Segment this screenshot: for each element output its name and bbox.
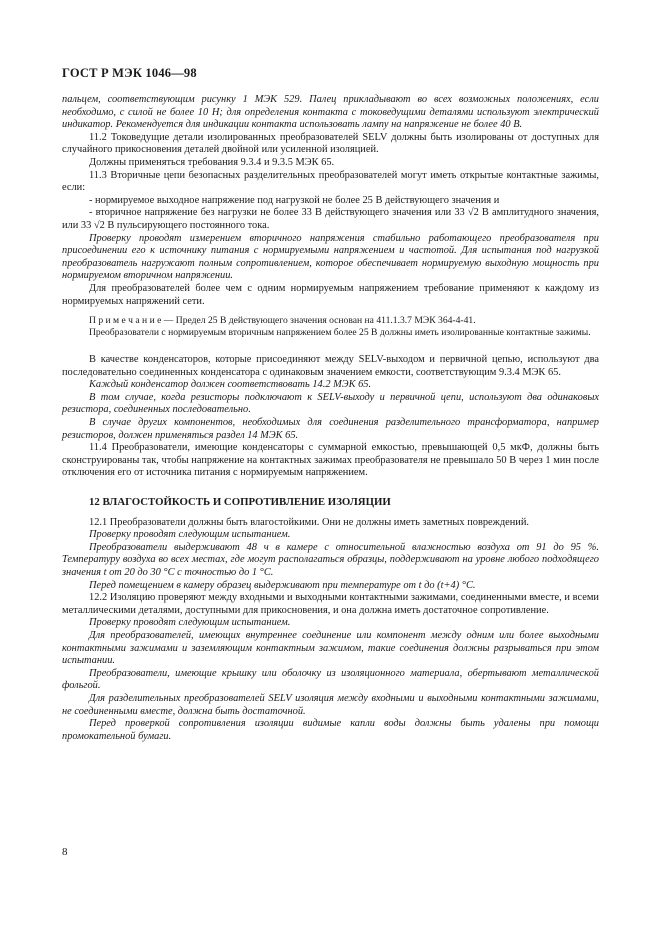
- paragraph: пальцем, соответствующим рисунку 1 МЭК 529. Палец прикладывают во всех возможных положениях, если необходимо, с силой не более 10 Н; для определения контакта с токоведущими деталями используют электрический индикатор. Рекомендуется для индикации контакта использовать лампу на напряжение не более 40 В.: [62, 94, 599, 131]
- document-header: ГОСТ Р МЭК 1046—98: [62, 66, 197, 80]
- paragraph: Проверку проводят следующим испытанием.: [89, 617, 291, 629]
- paragraph: В случае других компонентов, необходимых для соединения разделительного трансформатора, например резисторов, должен применяться раздел 14 МЭК 65.: [62, 417, 599, 441]
- paragraph: 12.2 Изоляцию проверяют между входными и выходными контактными зажимами, соединенными вместе, и всеми металлическими деталями, доступными для прикосновения, и она должна иметь достаточное сопротивление.: [62, 592, 599, 616]
- paragraph: Для преобразователей, имеющих внутреннее соединение или компонент между одним или более выходными контактными зажимами и заземляющим контактным зажимом, такие соединения должны разрываться при этом испытании.: [62, 629, 599, 667]
- paragraph: П р и м е ч а н и е — Предел 25 В действующего значения основан на 411.1.3.7 МЭК 364-4-41.: [89, 315, 476, 327]
- section-12-text: [62, 517, 599, 744]
- paragraph: 11.2 Токоведущие детали изолированных преобразователей SELV должны быть изолированы от доступных для случайного прикосновения деталей двойной или усиленной изоляцией.: [62, 131, 599, 156]
- paragraph: Преобразователи, имеющие крышку или оболочку из изоляционного материала, обертывают металлической фольгой.: [62, 667, 599, 692]
- paragraph: - вторичное напряжение без нагрузки не более 33 В действующего значения или 33 √2 В амплитудного значения, или 33 √2 В пульсирующего постоянного тока.: [62, 207, 599, 231]
- paragraph: Проверку проводят измерением вторичного напряжения стабильно работающего преобразователя при присоединении его к источнику питания с нормируемыми напряжением и частотой. Для испытания под нагрузкой преобразователь нагружают полным сопротивлением, которое обеспечивает нормируемую выходную мощность при нормируемом вторичном напряжении.: [62, 232, 599, 282]
- paragraph: Должны применяться требования 9.3.4 и 9.3.5 МЭК 65.: [89, 156, 335, 168]
- document-body: [62, 94, 599, 743]
- paragraph: В качестве конденсаторов, которые присоединяют между SELV-выходом и первичной цепью, используют два последовательно соединенных конденсатора с одинаковым значением емкости, соответствующим 9.3.4 МЭК 65.: [62, 354, 599, 378]
- paragraph: Каждый конденсатор должен соответствовать 14.2 МЭК 65.: [89, 379, 372, 391]
- section-11-text: [62, 94, 599, 480]
- paragraph: Перед помещением в камеру образец выдерживают при температуре от t до (t+4) °С.: [89, 579, 476, 591]
- paragraph: - нормируемое выходное напряжение под нагрузкой не более 25 В действующего значения и: [89, 194, 500, 206]
- paragraph: 11.3 Вторичные цепи безопасных разделительных преобразователей могут иметь открытые контактные зажимы, если:: [62, 169, 599, 194]
- paragraph: Перед проверкой сопротивления изоляции видимые капли воды должны быть удалены при помощи промокательной бумаги.: [62, 718, 599, 742]
- paragraph: Проверку проводят следующим испытанием.: [89, 529, 291, 541]
- section-heading: 12 ВЛАГОСТОЙКОСТЬ И СОПРОТИВЛЕНИЕ ИЗОЛЯЦИИ: [89, 496, 391, 509]
- paragraph: В том случае, когда резисторы подключают к SELV-выходу и первичной цепи, используют два одинаковых резистора, соединенных последовательно.: [62, 391, 599, 416]
- paragraph: Преобразователи выдерживают 48 ч в камере с относительной влажностью воздуха от 91 до 95 %. Температуру воздуха во всех местах, где могут располагаться образцы, поддерживают на уровне любого подходящего значения t от 20 до 30 °С с точностью до 1 °С.: [62, 541, 599, 578]
- page-number: 8: [62, 846, 68, 858]
- paragraph: Для разделительных преобразователей SELV изоляция между входными и выходными контактными зажимами, не соединенными вместе, должна быть достаточной.: [62, 692, 599, 717]
- paragraph: 12.1 Преобразователи должны быть влагостойкими. Они не должны иметь заметных повреждений.: [89, 516, 530, 528]
- paragraph: 11.4 Преобразователи, имеющие конденсаторы с суммарной емкостью, превышающей 0,5 мкФ, должны быть сконструированы так, чтобы напряжение на контактных зажимах преобразователя не превышало 50 В через 1 мин после отключения его от источника питания с нормируемым напряжением.: [62, 442, 599, 479]
- paragraph: Преобразователи с нормируемым вторичным напряжением более 25 В должны иметь изолированные контактные зажимы.: [89, 327, 591, 339]
- paragraph: Для преобразователей более чем с одним нормируемым напряжением требование применяют к каждому из нормируемых напряжений сети.: [62, 282, 599, 307]
